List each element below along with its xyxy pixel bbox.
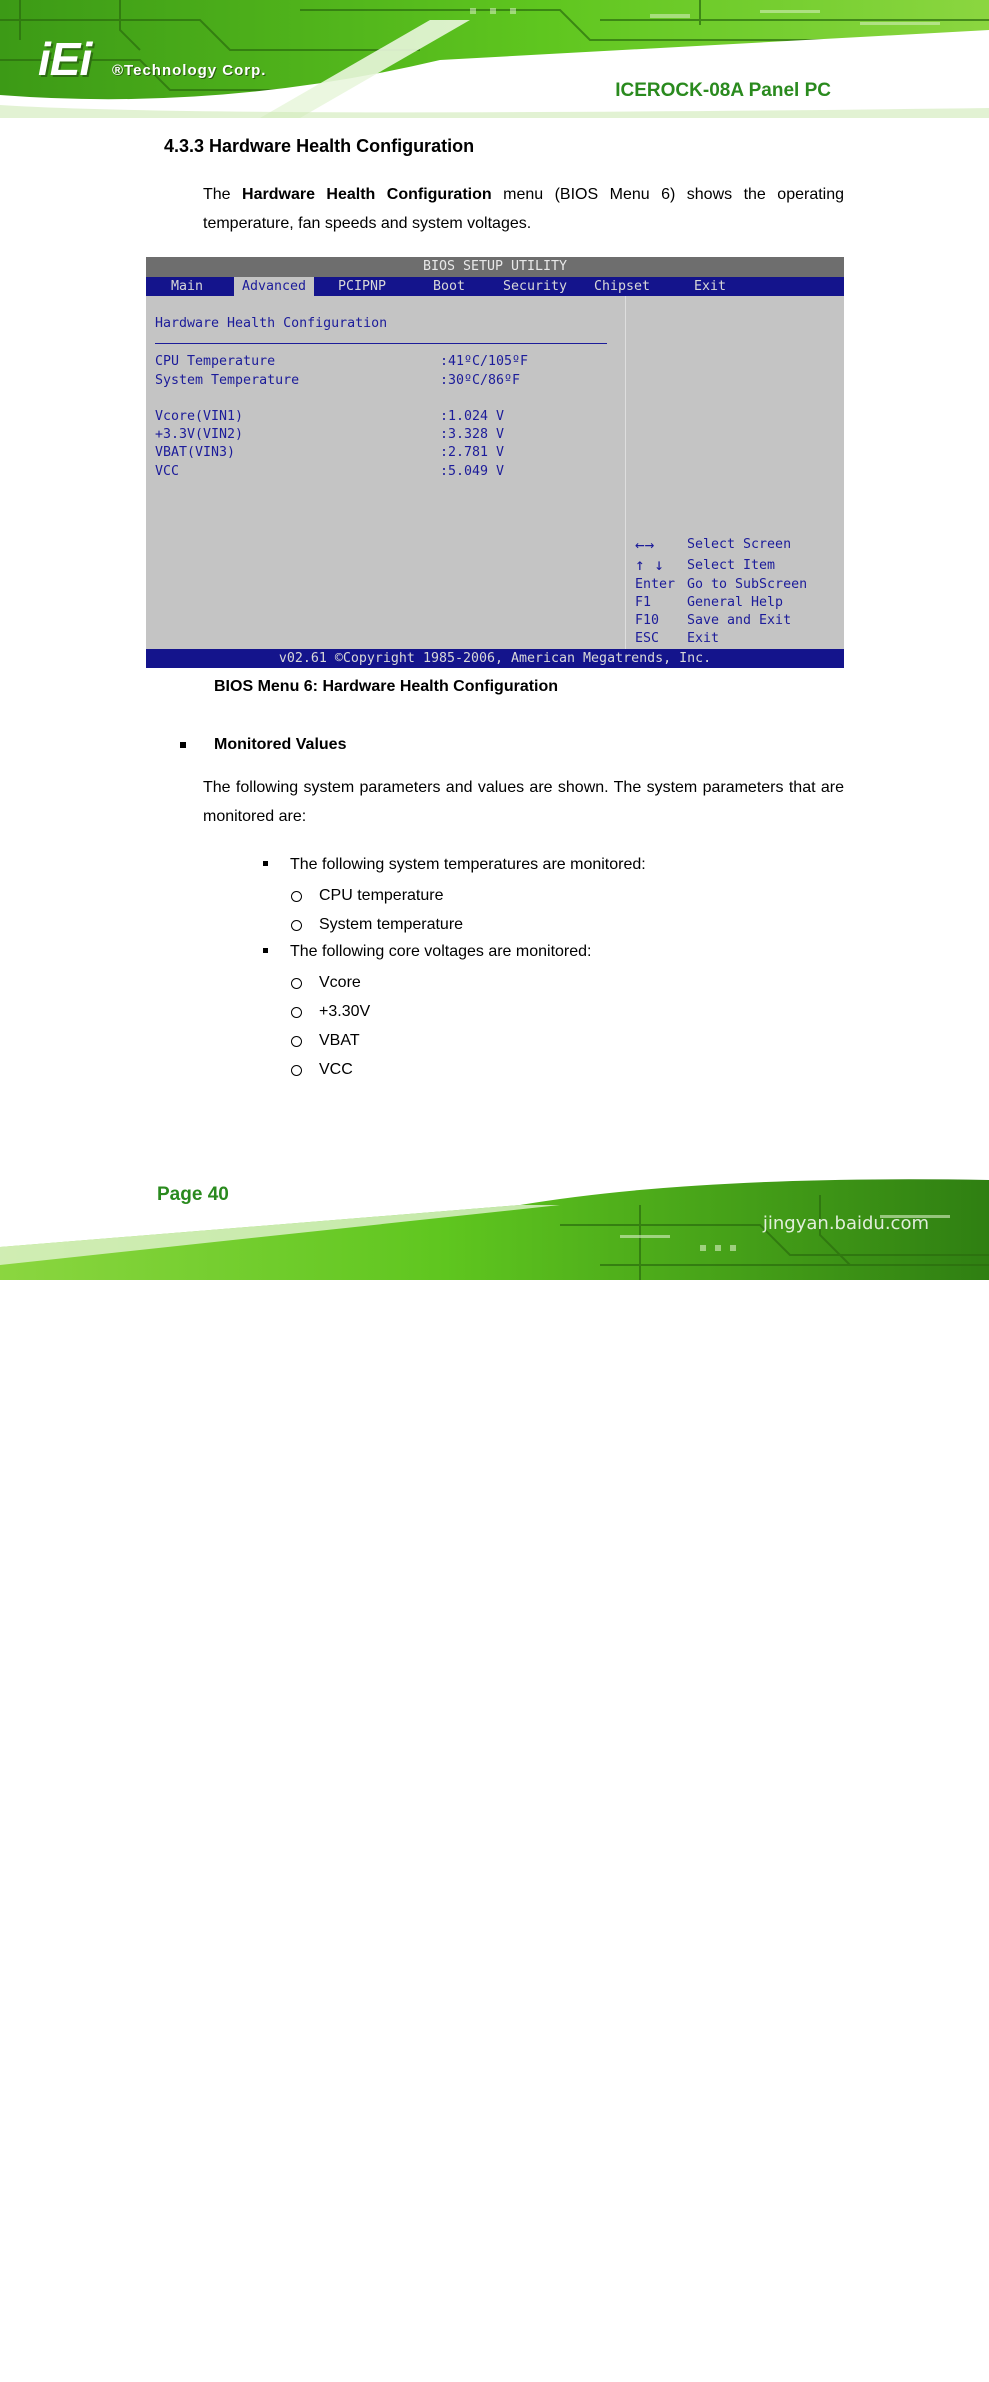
figure-caption: BIOS Menu 6: Hardware Health Configuration <box>214 678 559 695</box>
watermark-url: jingyan.baidu.com <box>762 1213 929 1234</box>
bios-item-label: Vcore(VIN1) <box>155 409 244 424</box>
bios-copyright-bar: v02.61 ©Copyright 1985-2006, American Megatrends, Inc. <box>146 649 844 668</box>
pcb-background-graphic <box>0 0 989 118</box>
list-item: Vcore <box>319 974 361 991</box>
product-name: ICEROCK-08A Panel PC <box>615 80 831 101</box>
square-bullet-icon <box>180 742 186 748</box>
bios-item-value: :5.049 V <box>440 464 505 479</box>
bios-item-value: :3.328 V <box>440 427 505 442</box>
square-bullet-icon <box>263 948 268 953</box>
page-number: Page 40 <box>157 1184 229 1205</box>
tab-boot[interactable]: Boot <box>433 279 466 294</box>
tab-advanced[interactable]: Advanced <box>234 277 314 296</box>
temps-lead: The following system temperatures are monitored: <box>290 856 646 873</box>
help-desc: Exit <box>687 631 720 646</box>
help-desc: General Help <box>687 595 784 610</box>
help-key: Enter <box>635 577 676 592</box>
header-banner <box>0 0 989 118</box>
circle-bullet-icon <box>291 1065 302 1076</box>
list-item: CPU temperature <box>319 887 444 904</box>
monitored-values-heading: Monitored Values <box>214 736 347 753</box>
circle-bullet-icon <box>291 1036 302 1047</box>
arrow-up-down-icon: ↑ ↓ <box>635 555 664 574</box>
intro-paragraph <box>203 180 844 238</box>
bios-item-label: +3.3V(VIN2) <box>155 427 244 442</box>
circle-bullet-icon <box>291 978 302 989</box>
help-key: F1 <box>635 595 652 610</box>
bios-panel-divider <box>625 296 626 649</box>
intro-lead: The <box>203 186 231 203</box>
bios-item-label: CPU Temperature <box>155 354 276 369</box>
watermark-logo: Baidu经验 <box>751 2341 929 2381</box>
help-desc: Save and Exit <box>687 613 792 628</box>
footer-banner <box>0 1165 989 2381</box>
circle-bullet-icon <box>291 891 302 902</box>
list-item: +3.30V <box>319 1003 371 1020</box>
bios-heading-divider <box>155 343 607 344</box>
volts-lead: The following core voltages are monitored: <box>290 943 592 960</box>
arrow-left-right-icon: ←→ <box>635 535 655 554</box>
tab-pcipnp[interactable]: PCIPNP <box>338 279 387 294</box>
bios-item-label: System Temperature <box>155 373 300 388</box>
bios-item-label: VBAT(VIN3) <box>155 445 236 460</box>
help-desc: Select Item <box>687 558 776 573</box>
list-item: VBAT <box>319 1032 360 1049</box>
bios-item-value: :2.781 V <box>440 445 505 460</box>
bios-item-value: :1.024 V <box>440 409 505 424</box>
intro-rest: menu (BIOS Menu 6) shows the operating temperature, fan speeds and system voltages. <box>203 186 845 232</box>
bios-item-label: VCC <box>155 464 180 479</box>
tab-exit[interactable]: Exit <box>694 279 727 294</box>
bios-title-bar: BIOS SETUP UTILITY <box>146 257 844 277</box>
help-key: ESC <box>635 631 660 646</box>
tab-main[interactable]: Main <box>171 279 204 294</box>
list-item: System temperature <box>319 916 464 933</box>
circle-bullet-icon <box>291 920 302 931</box>
bios-item-value: :30ºC/86ºF <box>440 373 521 388</box>
bios-tab-bar <box>146 277 844 296</box>
square-bullet-icon <box>263 861 268 866</box>
logo-mark: iEi <box>38 33 92 85</box>
logo-subtext: ®Technology Corp. <box>112 62 267 79</box>
circle-bullet-icon <box>291 1007 302 1018</box>
monitored-paragraph: The following system parameters and values are shown. The system parameters that are monitored are: <box>203 779 844 825</box>
list-item: VCC <box>319 1061 353 1078</box>
tab-chipset[interactable]: Chipset <box>594 279 651 294</box>
intro-bold-term: Hardware Health Configuration <box>242 186 492 203</box>
help-desc: Go to SubScreen <box>687 577 808 592</box>
bios-item-value: :41ºC/105ºF <box>440 354 529 369</box>
help-desc: Select Screen <box>687 537 792 552</box>
bios-screen <box>146 257 844 668</box>
section-title: 4.3.3 Hardware Health Configuration <box>164 136 475 156</box>
bios-page-heading: Hardware Health Configuration <box>155 316 388 331</box>
help-key: F10 <box>635 613 660 628</box>
tab-security[interactable]: Security <box>503 279 568 294</box>
